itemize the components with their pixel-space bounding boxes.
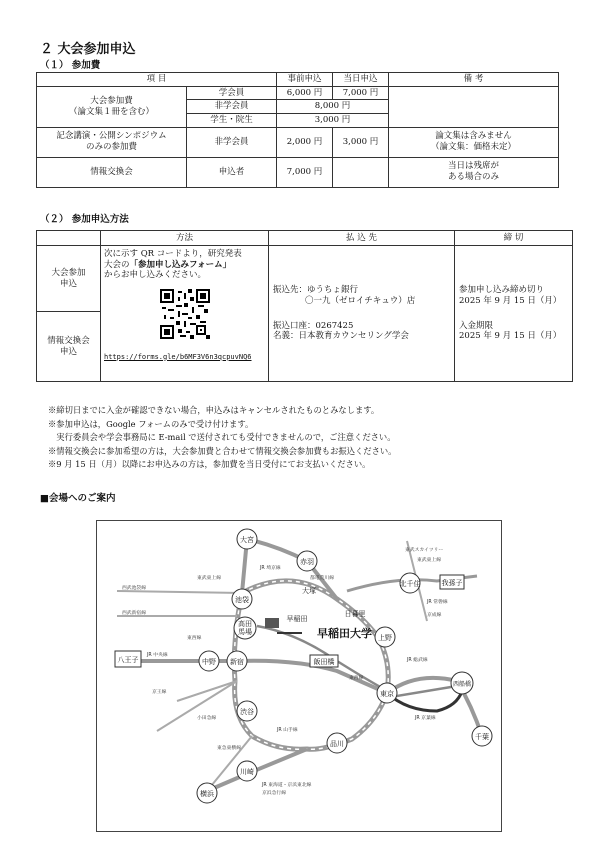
qr-wrapper (104, 289, 265, 343)
method-text-1: 次に示す QR コードより，研究発表 (104, 249, 242, 259)
station-otsuka-label: 大塚 (302, 587, 316, 595)
line-yamanote-label: JR 山手線 (277, 728, 298, 733)
fee-member-day: 7,000 円 (333, 86, 389, 100)
bank-line-2: 〇一九（ゼロイチキュウ）店 (305, 295, 416, 306)
station-waseda-label: 早稲田 (286, 615, 308, 623)
apply-header-blank (37, 231, 101, 246)
station-takadanobaba-label-1: 高田 (238, 620, 252, 628)
station-hachioji-label: 八王子 (117, 656, 139, 664)
deadline-line-2: 2025 年 9 月 15 日（月） (459, 295, 562, 306)
line-seibu-shinjuku-label: 西武新宿線 (122, 611, 146, 616)
line-tobu-tojo2-label: 東武東上線 (417, 558, 441, 563)
line-joban-label: JR 常磐線 (427, 600, 448, 605)
fee-member: 学会員 (187, 86, 277, 100)
bank-line-3: 振込口座：0267425 (273, 320, 354, 331)
fee-nonmember-fee: 8,000 円 (277, 100, 389, 114)
form-url-link[interactable]: https://forms.gle/b6MF3V6n3qcpuvNQ6 (104, 352, 252, 361)
method-text-3: からお申し込みください。 (104, 270, 207, 281)
apply-table (36, 230, 573, 382)
fee-header-note: 備 考 (389, 73, 559, 87)
fee-student-fee: 3,000 円 (277, 113, 389, 127)
line-tozai-top-label: 東西線 (187, 636, 202, 641)
station-kawasaki-label: 川崎 (240, 768, 254, 776)
station-akabane-label: 赤羽 (300, 558, 314, 566)
fee-header-item: 項 目 (37, 73, 277, 87)
line-chuo-label: JR 中央線 (147, 653, 168, 658)
station-kitasenju-label: 北千住 (399, 580, 421, 588)
station-shibuya-label: 渋谷 (240, 708, 254, 716)
apply-heading: （２） 参加申込方法 (40, 214, 129, 225)
apply-deadline-cell (455, 246, 573, 382)
apply-header-deadline: 締 切 (455, 231, 573, 246)
method-text-2a: 大会の (104, 259, 130, 270)
line-toden-label: 都電荒川線 (310, 576, 334, 581)
deadline-line-4: 2025 年 9 月 15 日（月） (459, 331, 562, 342)
fee-row2-label: 記念講演・公開シンポジウム のみの参加費 (37, 127, 187, 157)
bank-line-1: 振込先：ゆうちょ銀行 (273, 285, 359, 296)
route-map (96, 520, 502, 832)
fee-row3-pre: 7,000 円 (277, 157, 333, 187)
fee-row3-day (333, 157, 389, 187)
fee-row2-note: 論文集は含みません （論文集：価格未定） (389, 127, 559, 157)
fee-row1-label: 大会参加費 （論文集１冊を含む） (37, 86, 187, 127)
deadline-line-1: 参加申し込み締め切り (459, 285, 545, 296)
section-title: ２ 大会参加申込 (40, 42, 136, 57)
station-nippori-label: 日暮里 (344, 610, 366, 618)
apply-header-bank: 払 込 先 (269, 231, 455, 246)
note-5: ※9 月 15 日（月）以降にお申込みの方は，参加費を当日受付にてお支払いください。 (48, 459, 371, 470)
fee-student: 学生・院生 (187, 113, 277, 127)
apply-row1-label: 大会参加 申込 (37, 246, 101, 312)
station-iidabashi-label: 飯田橋 (313, 658, 335, 666)
station-shinagawa-label: 品川 (330, 740, 344, 748)
note-4: ※情報交換会に参加希望の方は，大会参加費と合わせて情報交換会参加費もお振込ください。 (48, 445, 397, 456)
seibu-ikebukuro-line (117, 591, 242, 593)
form-name: 「参加申し込みフォーム」 (129, 259, 232, 270)
line-keikyu-label: 京浜急行線 (262, 791, 286, 796)
line-keio-label: 京王線 (152, 690, 167, 695)
line-tozai-label: 東西線 (349, 676, 364, 681)
station-nakano-label: 中野 (202, 658, 216, 666)
bank-line-4: 名義：日本教育カウンセリング学会 (273, 331, 409, 342)
station-ueno-label: 上野 (378, 634, 392, 642)
line-tobu-sky-label: 東武スカイツリー (405, 548, 444, 553)
fee-member-pre: 6,000 円 (277, 86, 333, 100)
note-3: 実行委員会や学会事務局に E-mail で送付されても受付できませんので，ご注意ください。 (48, 432, 396, 443)
fee-row2-pre: 2,000 円 (277, 127, 333, 157)
fee-row3-note: 当日は残席が ある場合のみ (389, 157, 559, 187)
station-omiya-label: 大宮 (240, 536, 254, 544)
fee-row2-day: 3,000 円 (333, 127, 389, 157)
fee-row3-label: 情報交換会 (37, 157, 187, 187)
university-label: 早稲田大学 (317, 627, 372, 640)
fee-nonmember: 非学会員 (187, 100, 277, 114)
station-chiba-label: 千葉 (475, 733, 489, 741)
keio-line (177, 681, 237, 701)
line-odakyu-label: 小田急線 (197, 716, 217, 721)
waseda-marker (265, 618, 279, 628)
deadline-line-3: 入金期限 (459, 320, 494, 331)
line-tobu-tojo-label: 東武東上線 (197, 576, 221, 581)
fee-header-pre: 事前申込 (277, 73, 333, 87)
line-tokaido-label: JR 東海道・京浜東北線 (262, 783, 312, 788)
apply-row2-label: 情報交換会 申込 (37, 312, 101, 382)
line-tokyu-label: 東急東横線 (217, 746, 241, 751)
station-shinjuku-label: 新宿 (230, 658, 244, 666)
route-map-svg (97, 521, 501, 831)
fee-row1-note (389, 86, 559, 127)
station-takadanobaba-label-2: 馬場 (238, 628, 252, 636)
odakyu-line (157, 681, 237, 731)
apply-header-method: 方法 (101, 231, 269, 246)
line-keiyo-label: JR 京葉線 (415, 716, 436, 721)
line-saikyo-label: JR 埼京線 (260, 566, 281, 571)
apply-bank-cell (269, 246, 455, 382)
fee-row2-type: 非学会員 (187, 127, 277, 157)
fee-table (36, 72, 559, 188)
line-keisei-label: 京成線 (427, 613, 442, 618)
note-1: ※締切日までに入金が確認できない場合，申込みはキャンセルされたものとみなします。 (48, 405, 380, 415)
station-yokohama-label: 横浜 (200, 790, 214, 798)
notes (48, 404, 396, 472)
fee-heading: （１） 参加費 (40, 60, 101, 71)
station-abiko-label: 我孫子 (441, 579, 463, 587)
method-text-2 (104, 260, 265, 271)
qr-code-icon[interactable] (160, 289, 210, 339)
fee-header-day: 当日申込 (333, 73, 389, 87)
fee-row3-type: 申込者 (187, 157, 277, 187)
note-2: ※参加申込は，Google フォームのみで受け付けます。 (48, 418, 254, 429)
line-seibu-ikebukuro-label: 西武池袋線 (122, 586, 146, 591)
station-ikebukuro-label: 池袋 (235, 596, 249, 604)
apply-method-cell (101, 246, 269, 382)
station-nishifunabashi-label: 西船橋 (452, 681, 472, 688)
station-tokyo-label: 東京 (380, 690, 394, 698)
keiyo-line (387, 691, 462, 711)
map-heading: ■会場へのご案内 (40, 493, 116, 504)
line-sobu-label: JR 総武線 (407, 658, 428, 663)
